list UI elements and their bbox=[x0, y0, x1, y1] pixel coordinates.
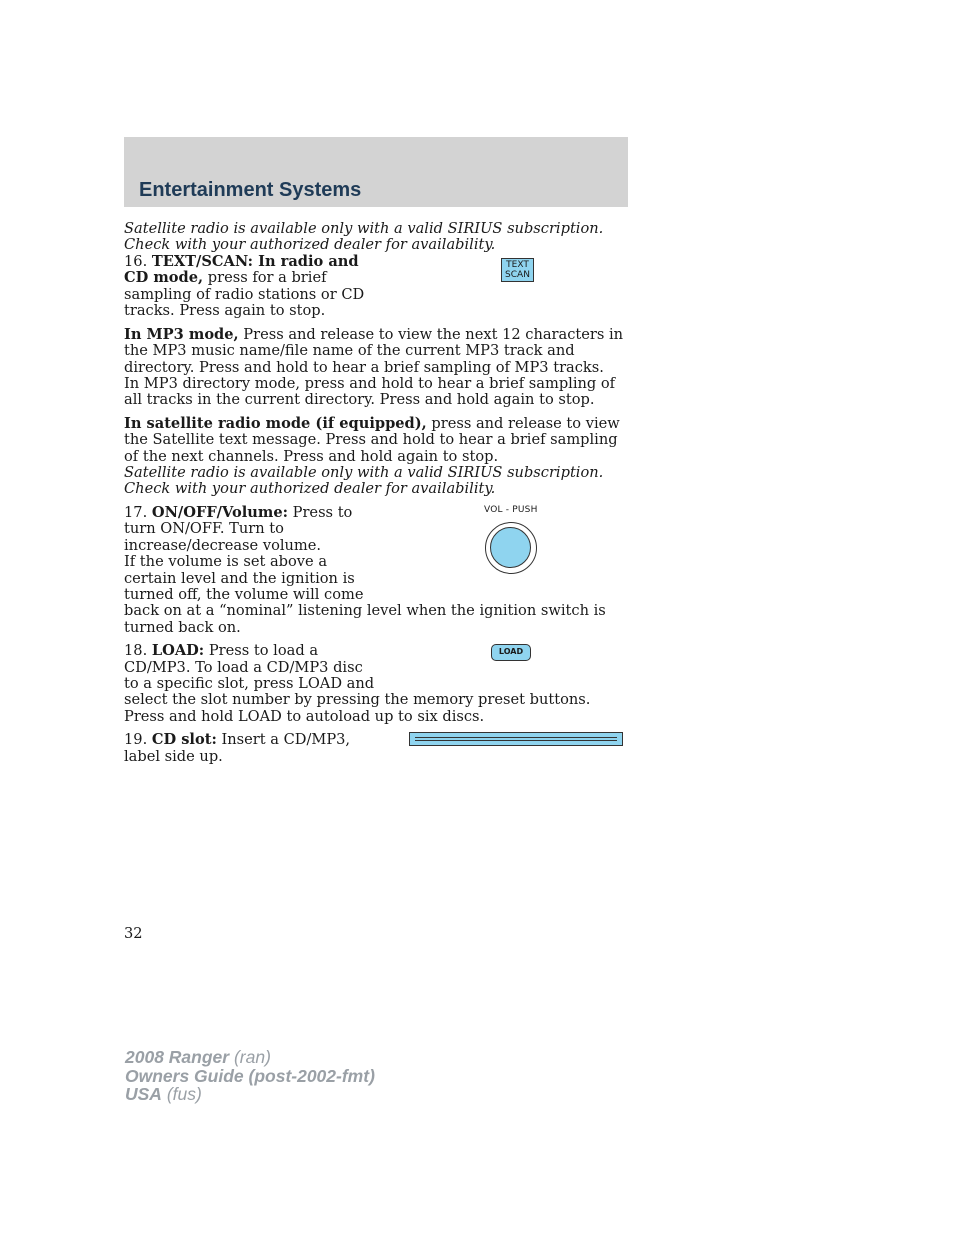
load-button-figure bbox=[378, 643, 628, 691]
text-scan-label-line2: SCAN bbox=[505, 269, 530, 280]
item-body: Press to turn ON/OFF. Turn to increase/decrease volume. bbox=[124, 503, 353, 554]
cd-slot-figure bbox=[378, 732, 628, 762]
document-footer bbox=[125, 1048, 375, 1104]
text-scan-label-line1: TEXT bbox=[506, 259, 529, 270]
cd-slot-line-top bbox=[415, 737, 617, 738]
item-heading: ON/OFF/Volume: bbox=[151, 503, 288, 521]
item-heading: LOAD: bbox=[151, 642, 205, 660]
item-body: press for a brief sampling of radio stations or CD tracks. Press again to stop. bbox=[124, 269, 365, 320]
satellite-subscription-note: Satellite radio is available only with a valid SIRIUS subscription. Check with your authorized dealer for availability. bbox=[124, 464, 604, 498]
footer-model: 2008 Ranger bbox=[125, 1047, 230, 1067]
satellite-mode-body: press and release to view the Satellite text message. Press and hold to hear a brief sampling of the next channels. Press and hold again to stop. bbox=[124, 414, 620, 465]
item-number: 16. bbox=[124, 252, 148, 270]
satellite-mode-section bbox=[124, 416, 628, 498]
mp3-mode-heading: In MP3 mode, bbox=[124, 325, 239, 343]
load-button-icon: LOAD bbox=[491, 644, 531, 661]
footer-model-code: (ran) bbox=[229, 1047, 271, 1067]
text-scan-figure bbox=[378, 254, 628, 320]
item-number: 19. bbox=[124, 731, 148, 749]
item-body: Insert a CD/MP3, label side up. bbox=[124, 731, 351, 765]
volume-knob-label: VOL - PUSH bbox=[484, 504, 538, 515]
item-body: Press to load a CD/MP3. To load a CD/MP3 disc to a specific slot, press LOAD and select the slot number by pressing the memory preset buttons. Press and hold LOAD to autoload up to six discs. bbox=[124, 642, 591, 725]
mp3-mode-text bbox=[124, 327, 628, 376]
mp3-mode-section bbox=[124, 327, 628, 409]
footer-line-1 bbox=[125, 1048, 375, 1067]
footer-market-code: (fus) bbox=[161, 1084, 202, 1104]
item-heading: TEXT/SCAN: In radio and CD mode, bbox=[124, 252, 359, 287]
satellite-mode-text bbox=[124, 416, 628, 465]
satellite-mode-heading: In satellite radio mode (if equipped), bbox=[124, 414, 427, 432]
volume-knob-center bbox=[490, 527, 531, 568]
item-16 bbox=[124, 254, 628, 320]
footer-line-2 bbox=[125, 1067, 375, 1086]
item-number: 18. bbox=[124, 642, 148, 660]
text-scan-button-icon bbox=[501, 258, 534, 282]
subscription-note: Satellite radio is available only with a valid SIRIUS subscription. Check with your authorized dealer for availability. bbox=[124, 220, 604, 254]
item-17 bbox=[124, 505, 628, 636]
footer-guide: Owners Guide (post-2002-fmt) bbox=[125, 1065, 375, 1086]
item-heading: CD slot: bbox=[151, 731, 217, 749]
page-content bbox=[124, 221, 628, 772]
section-title: Entertainment Systems bbox=[139, 179, 362, 201]
item-18 bbox=[124, 643, 628, 725]
cd-slot-icon bbox=[409, 732, 623, 746]
mp3-mode-body: Press and release to view the next 12 characters in the MP3 music name/file name of the current MP3 track and directory. Press and hold to hear a brief sampling of MP3 tracks. bbox=[124, 325, 624, 376]
page-number: 32 bbox=[124, 925, 143, 942]
section-header-band bbox=[124, 137, 628, 207]
footer-line-3 bbox=[125, 1085, 375, 1104]
volume-knob-figure bbox=[378, 505, 628, 601]
cd-slot-line-bottom bbox=[415, 740, 617, 741]
item-number: 17. bbox=[124, 503, 148, 521]
item-17-volume-note: If the volume is set above a certain level and the ignition is turned off, the volume will come back on at a “nominal” listening level when the ignition switch is turned back on. bbox=[124, 553, 606, 636]
item-19 bbox=[124, 732, 628, 765]
footer-market: USA bbox=[125, 1084, 162, 1104]
mp3-directory-text: In MP3 directory mode, press and hold to hear a brief sampling of all tracks in the current directory. Press and hold again to stop. bbox=[124, 375, 616, 409]
volume-knob-icon bbox=[485, 522, 537, 574]
